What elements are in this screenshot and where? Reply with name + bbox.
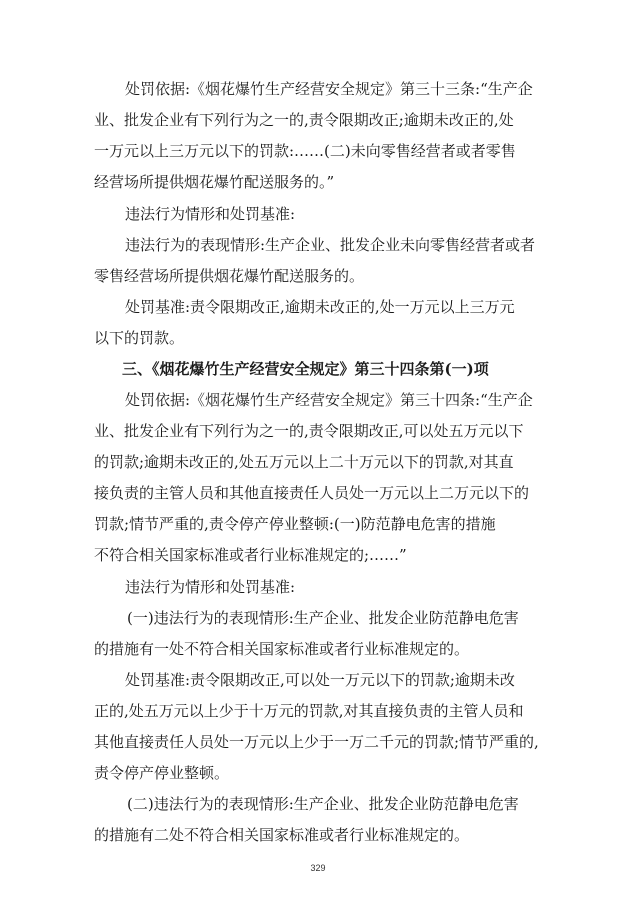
section-heading: 三、《烟花爆竹生产经营安全规定》第三十四条第(一)项 <box>122 360 489 378</box>
text-line: 责令停产停业整顿。 <box>94 764 230 782</box>
text-line: 接负责的主管人员和其他直接责任人员处一万元以上二万元以下的 <box>94 484 530 502</box>
text-line: 经营场所提供烟花爆竹配送服务的。” <box>94 173 335 191</box>
section-label: 违法行为情形和处罚基准: <box>125 205 296 223</box>
text-line: 业、批发企业有下列行为之一的,责令限期改正,可以处五万元以下 <box>94 422 524 440</box>
text-line: 业、批发企业有下列行为之一的,责令限期改正;逾期未改正的,处 <box>94 111 514 129</box>
text-line: 的措施有二处不符合相关国家标准或者行业标准规定的。 <box>94 826 470 844</box>
section-label: 违法行为情形和处罚基准: <box>125 578 296 596</box>
text-line: 一万元以上三万元以下的罚款:……(二)未向零售经营者或者零售 <box>94 142 516 160</box>
text-line: (二)违法行为的表现情形:生产企业、批发企业防范静电危害 <box>127 795 519 813</box>
text-line: 处罚基准:责令限期改正,逾期未改正的,处一万元以上三万元 <box>125 298 515 316</box>
text-line: 的罚款;逾期未改正的,处五万元以上二十万元以下的罚款,对其直 <box>94 453 514 471</box>
text-line: 不符合相关国家标准或者行业标准规定的;……” <box>94 546 407 564</box>
text-line: 处罚依据:《烟花爆竹生产经营安全规定》第三十三条:“生产企 <box>125 80 533 98</box>
text-line: (一)违法行为的表现情形:生产企业、批发企业防范静电危害 <box>127 609 519 627</box>
text-line: 罚款;情节严重的,责令停产停业整顿:(一)防范静电危害的措施 <box>94 515 496 533</box>
text-line: 处罚依据:《烟花爆竹生产经营安全规定》第三十四条:“生产企 <box>125 391 533 409</box>
text-line: 其他直接责任人员处一万元以上少于一万二千元的罚款;情节严重的, <box>94 733 539 751</box>
text-line: 处罚基准:责令限期改正,可以处一万元以下的罚款;逾期未改 <box>125 671 515 689</box>
text-line: 违法行为的表现情形:生产企业、批发企业未向零售经营者或者 <box>125 236 536 254</box>
text-line: 正的,处五万元以上少于十万元的罚款,对其直接负责的主管人员和 <box>94 702 524 720</box>
text-line: 以下的罚款。 <box>94 329 185 347</box>
text-line: 零售经营场所提供烟花爆竹配送服务的。 <box>94 267 365 285</box>
page-number: 329 <box>310 863 326 873</box>
text-line: 的措施有一处不符合相关国家标准或者行业标准规定的。 <box>94 640 470 658</box>
